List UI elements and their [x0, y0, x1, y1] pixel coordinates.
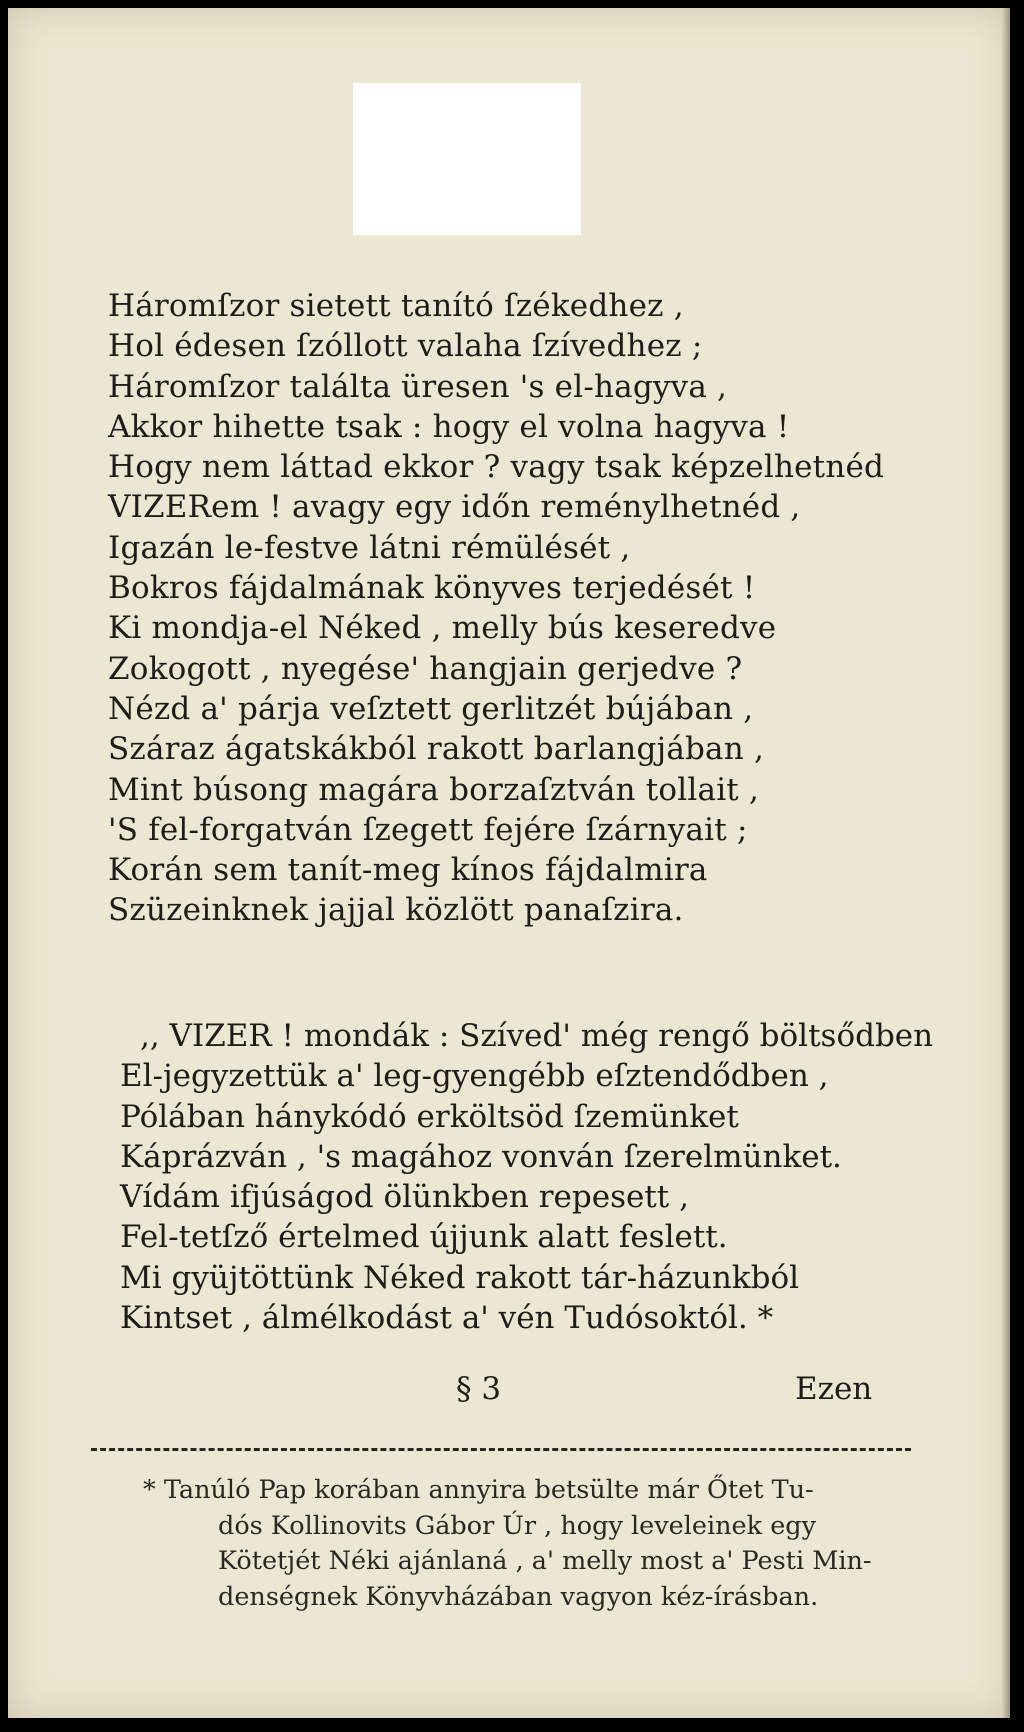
poem-line: VIZERem ! avagy egy időn reménylhetnéd , [108, 489, 801, 526]
poem-line: Bokros fájdalmának könyves terjedését ! [108, 570, 756, 607]
poem-line: Korán sem tanít-meg kínos fájdalmira [108, 852, 708, 889]
footnote [143, 1473, 918, 1615]
poem-line: Pólában hánykódó erköltsöd ſzemünket [120, 1098, 739, 1135]
page-edge [1002, 8, 1010, 1718]
footnote-line: dós Kollinovits Gábor Úr , hogy leveleinek egy [218, 1510, 817, 1541]
poem-line: Ki mondja-el Néked , melly bús keseredve [108, 610, 777, 647]
poem-line: Nézd a' párja veſztett gerlitzét bújában , [108, 690, 754, 727]
poem-line: Szüzeinknek jajjal közlött panaſzira. [108, 892, 684, 929]
poem-line: Hogy nem láttad ekkor ? vagy tsak képzelhetnéd [108, 449, 885, 486]
footnote-divider [91, 1448, 911, 1451]
poem-stanza-2 [120, 1016, 950, 1338]
poem-line: Mi gyüjtöttünk Néked rakott tár-házunkból [120, 1259, 800, 1296]
poem-line: Akkor hihette tsak : hogy el volna hagyva ! [108, 408, 790, 445]
signature-mark: § 3 [456, 1371, 502, 1407]
footnote-line: Kötetjét Néki ajánlaná , a' melly most a' Pesti Min- [218, 1546, 872, 1576]
poem-line: Háromſzor találta üresen 's el-hagyva , [108, 368, 728, 405]
poem-line: Igazán le-festve látni rémülését , [108, 529, 631, 566]
footnote-line: * Tanúló Pap korában annyira betsülte már Őtet Tu- [143, 1475, 814, 1505]
poem-line: ,, VIZER ! mondák : Szíved' még rengő böltsődben [140, 1018, 934, 1054]
poem-line: Fel-tetſző értelmed újjunk alatt feslett. [120, 1219, 728, 1256]
poem-line: Száraz ágatskákból rakott barlangjában , [108, 731, 765, 768]
poem-line: Káprázván , 's magához vonván ſzerelmünket. [120, 1138, 842, 1175]
poem-line: El-jegyzettük a' leg-gyengébb eſztendődben , [120, 1058, 829, 1095]
poem-stanza-1 [108, 286, 938, 931]
poem-line: Mint búsong magára borzaſztván tollait , [108, 771, 760, 808]
poem-line: Kintset , álmélkodást a' vén Tudósoktól. * [120, 1300, 774, 1337]
footnote-line: denségnek Könyvházában vagyon kéz-írásban. [218, 1581, 819, 1612]
book-page [8, 8, 1010, 1718]
poem-line: Háromſzor sietett tanító ſzékedhez , [108, 288, 684, 324]
poem-line: Zokogott , nyegése' hangjain gerjedve ? [108, 650, 743, 687]
poem-line: Vídám ifjúságod ölünkben repesett , [120, 1179, 689, 1216]
poem-line: Hol édesen ſzóllott valaha ſzívedhez ; [108, 328, 703, 365]
poem-line: 'S fel-forgatván ſzegett fejére ſzárnyait ; [108, 811, 748, 848]
redacted-area [353, 83, 581, 235]
catchword: Ezen [795, 1371, 873, 1407]
